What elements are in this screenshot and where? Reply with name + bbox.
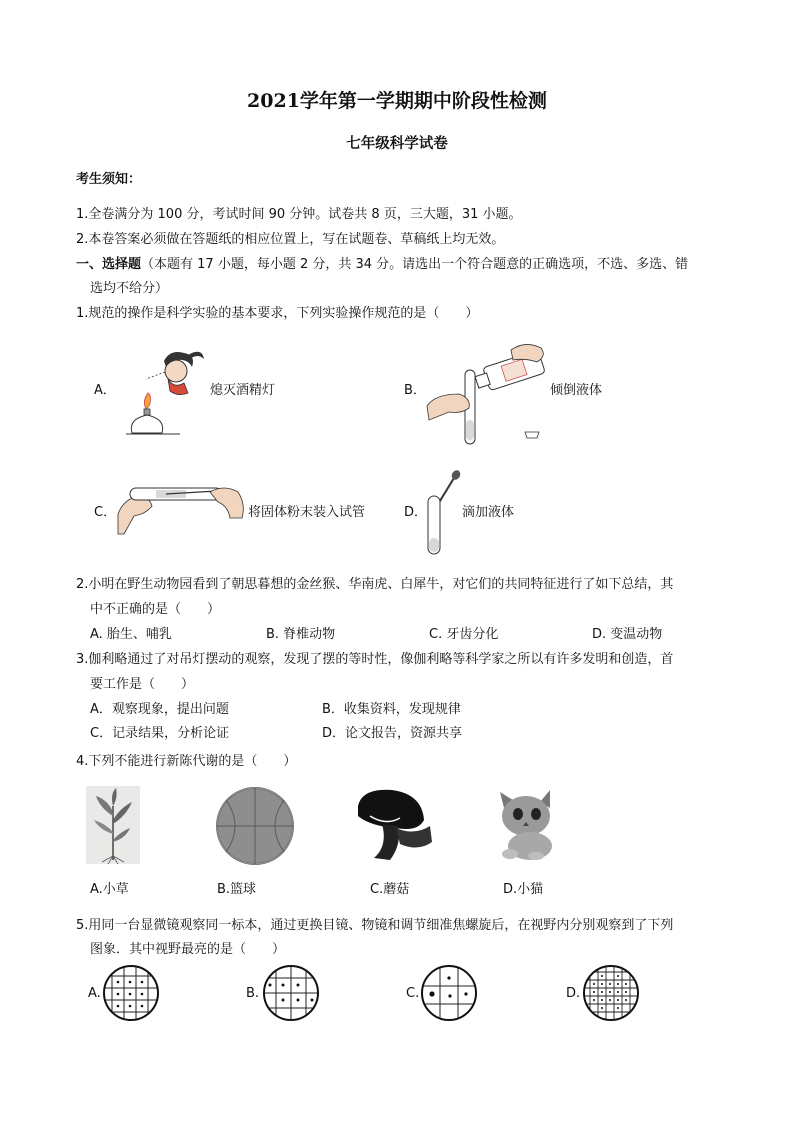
q1-option-b-text: 倾倒液体	[550, 383, 603, 398]
powder-into-tube-illustration	[116, 478, 248, 538]
q1-option-c-text: 将固体粉末装入试管	[248, 505, 366, 520]
q1-option-d-text: 滴加液体	[462, 505, 515, 520]
pour-liquid-illustration	[425, 340, 555, 448]
q5-option-b-letter: B.	[246, 986, 260, 1001]
q2-option-a: A. 胎生、哺乳	[90, 627, 172, 642]
section-label: 一、选择题	[76, 257, 142, 272]
q3-option-d: D．论文报告，资源共享	[322, 726, 463, 741]
q2-option-d: D. 变温动物	[592, 627, 663, 642]
q1-option-a-text: 熄灭酒精灯	[210, 383, 276, 398]
grass-photo	[86, 786, 140, 864]
section-instructions-cont: 选均不给分）	[90, 281, 169, 296]
q3-option-b: B．收集资料，发现规律	[322, 702, 461, 717]
q4-option-a: A.小草	[90, 882, 129, 897]
q5-option-a-letter: A.	[88, 986, 101, 1001]
q3-stem: 3.伽利略通过了对吊灯摆动的观察，发现了摆的等时性，像伽利略等科学家之所以有许多发明和创造，首	[76, 652, 674, 667]
q5-option-d-letter: D.	[566, 986, 581, 1001]
microscope-view-b	[262, 964, 320, 1022]
q2-stem: 2.小明在野生动物园看到了朝思暮想的金丝猴、华南虎、白犀牛，对它们的共同特征进行了如下总结，其	[76, 577, 674, 592]
q1-stem: 1.规范的操作是科学实验的基本要求，下列实验操作规范的是（ ）	[76, 306, 479, 321]
extinguish-lamp-illustration	[118, 345, 208, 437]
q2-option-b: B. 脊椎动物	[266, 627, 336, 642]
section-heading	[76, 257, 688, 273]
q5-stem: 5.用同一台显微镜观察同一标本，通过更换目镜、物镜和调节细准焦螺旋后，在视野内分别观察到了下列	[76, 918, 674, 933]
exam-subtitle: 七年级科学试卷	[346, 135, 448, 152]
q5-stem-cont: 图象．其中视野最亮的是（ ）	[90, 942, 286, 957]
q2-stem-cont: 中不正确的是（ ）	[90, 602, 221, 617]
mushroom-photo	[352, 786, 434, 864]
q4-option-b: B.篮球	[217, 882, 257, 897]
q2-option-c: C. 牙齿分化	[429, 627, 499, 642]
kitten-photo	[488, 788, 560, 860]
q4-stem: 4.下列不能进行新陈代谢的是（ ）	[76, 754, 297, 769]
dropper-illustration	[420, 470, 464, 556]
notice-item-2: 2.本卷答案必须做在答题纸的相应位置上，写在试题卷、草稿纸上均无效。	[76, 232, 505, 247]
q4-option-d: D.小猫	[503, 882, 544, 897]
q3-stem-cont: 要工作是（ ）	[90, 677, 195, 692]
notice-heading: 考生须知：	[76, 172, 142, 187]
notice-item-1: 1.全卷满分为 100 分，考试时间 90 分钟。试卷共 8 页，三大题，31 小题。	[76, 207, 522, 222]
exam-title: 2021学年第一学期期中阶段性检测	[247, 90, 547, 112]
q1-option-d-letter: D．	[404, 505, 428, 520]
q3-option-c: C．记录结果，分析论证	[90, 726, 230, 741]
section-instructions: （本题有 17 小题，每小题 2 分，共 34 分。请选出一个符合题意的正确选项，不选、多选、错	[141, 257, 689, 272]
q4-option-c: C.蘑菇	[370, 882, 410, 897]
microscope-view-c	[420, 964, 478, 1022]
q3-option-a: A．观察现象，提出问题	[90, 702, 229, 717]
microscope-view-a	[102, 964, 160, 1022]
q1-option-b-letter: B．	[404, 383, 426, 398]
q1-option-a-letter: A．	[94, 383, 116, 398]
basketball-photo	[214, 786, 296, 866]
microscope-view-d	[582, 964, 640, 1022]
q1-option-c-letter: C．	[94, 505, 117, 520]
q5-option-c-letter: C.	[406, 986, 420, 1001]
